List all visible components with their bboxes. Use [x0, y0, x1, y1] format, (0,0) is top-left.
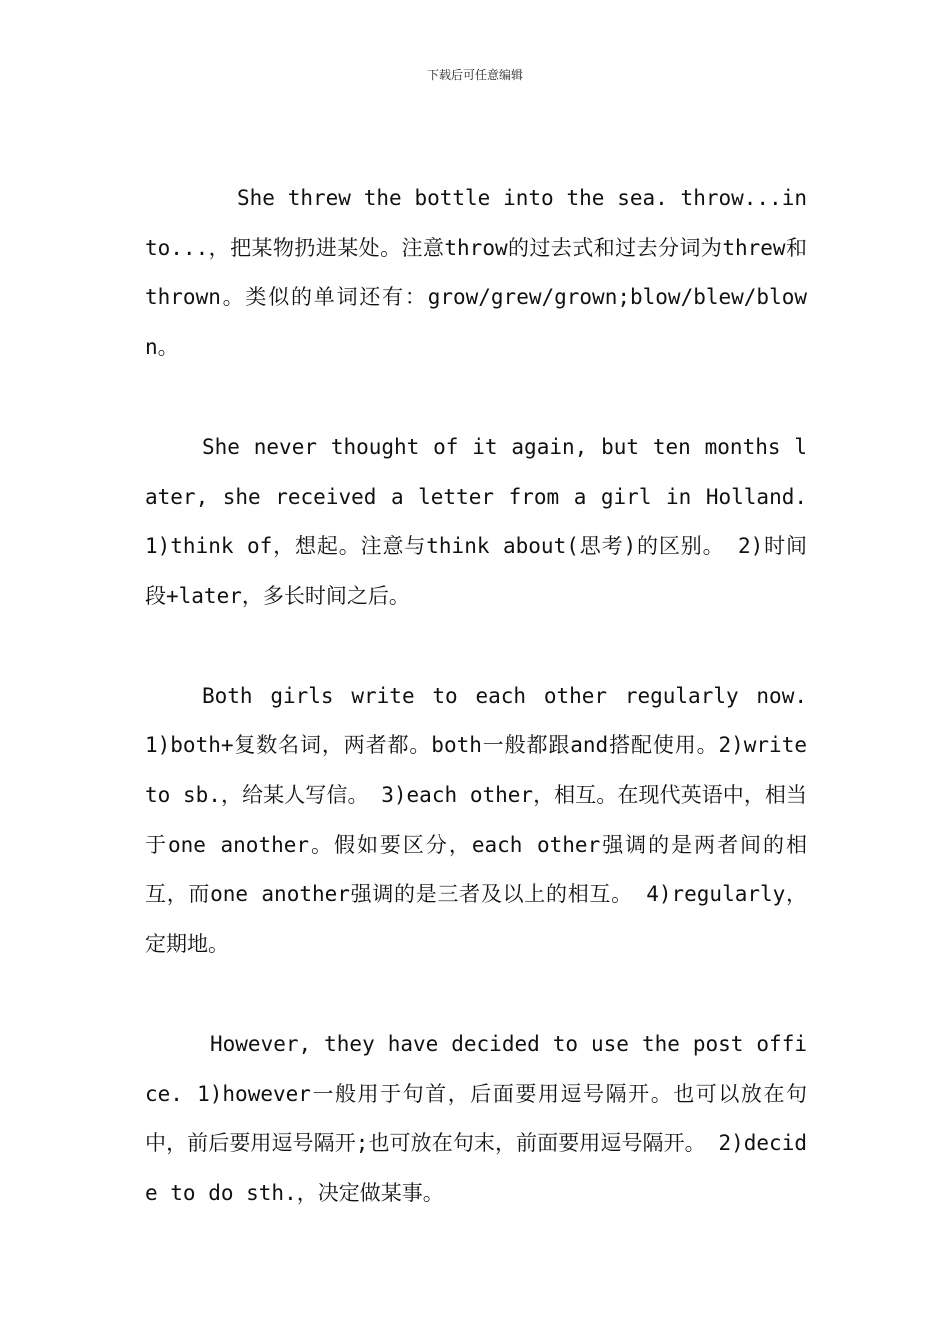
paragraph-3: Both girls write to each other regularly now. 1)both+复数名词，两者都。both一般都跟and搭配使用。2)write to sb.，给某人写信。 3)each other，相互。在现代英语中，相当于one another。假如要区分，each other强调的是两者间的相互，而one another强调的是三者及以上的相互。 4)regularly，定期地。 — [145, 683, 807, 957]
page-header: 下载后可任意编辑 — [426, 68, 523, 82]
paragraph-4: However, they have decided to use the post office. 1)however一般用于句首，后面要用逗号隔开。也可以放在句中，前后要用逗号隔开;也可放在句末，前面要用逗号隔开。 2)decide to do sth.，决定做某事。 — [145, 1031, 807, 1205]
paragraph-2: She never thought of it again, but ten months later, she received a letter from a girl in Holland. 1)think of，想起。注意与think about(思考)的区别。 2)时间段+later，多长时间之后。 — [145, 434, 807, 608]
document-body — [145, 174, 807, 1269]
paragraph-1: She threw the bottle into the sea. throw...into...，把某物扔进某处。注意throw的过去式和过去分词为threw和thrown。类似的单词还有：grow/grew/grown;blow/blew/blown。 — [145, 186, 807, 360]
